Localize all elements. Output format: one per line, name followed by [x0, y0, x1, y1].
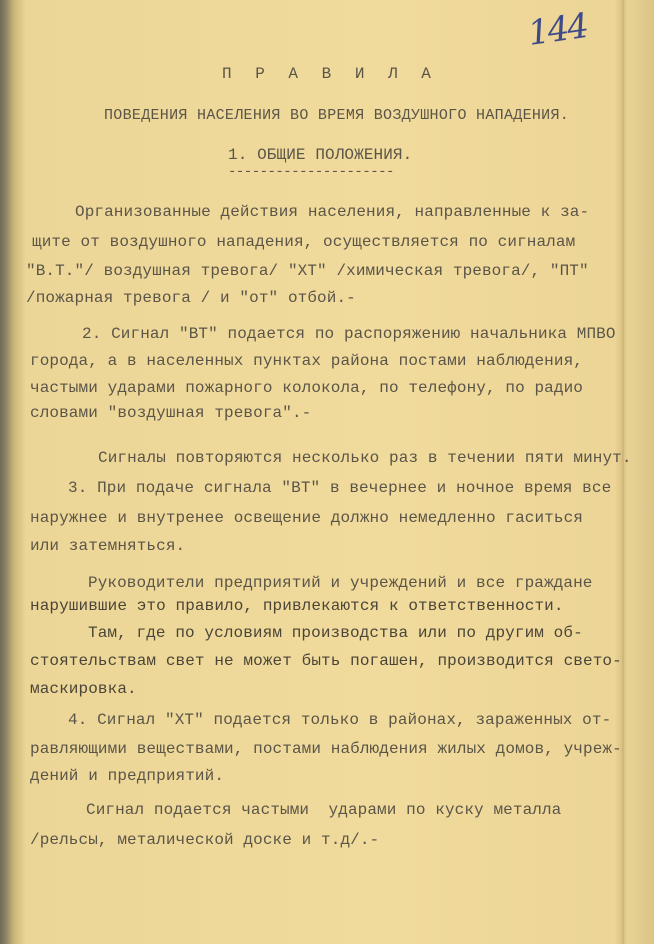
text-line: словами "воздушная тревога".-: [30, 404, 312, 422]
text-line: Сигналы повторяются несколько раз в течении пяти минут.: [98, 449, 632, 467]
text-line: 4. Сигнал "ХТ" подается только в районах, зараженных от-: [68, 711, 612, 729]
text-line: города, а в населенных пунктах района постами наблюдения,: [30, 352, 583, 370]
text-line: щите от воздушного нападения, осуществляется по сигналам: [32, 233, 576, 251]
text-line: 3. При подаче сигнала "ВТ" в вечернее и ночное время все: [68, 479, 612, 497]
text-line: равляющими веществами, постами наблюдения жилых домов, учреж-: [30, 740, 622, 758]
text-line: частыми ударами пожарного колокола, по телефону, по радио: [30, 379, 583, 397]
text-line: Сигнал подается частыми ударами по куску металла: [86, 801, 562, 819]
page-edge: [622, 0, 624, 944]
document-title: П Р А В И Л А: [222, 65, 438, 83]
text-line: дений и предприятий.: [30, 767, 225, 785]
text-line: /рельсы, металической доске и т.д/.-: [30, 831, 380, 849]
text-line: стоятельствам свет не может быть погашен, производится свето-: [30, 652, 622, 670]
text-line: или затемняться.: [30, 537, 186, 555]
document-subtitle: ПОВЕДЕНИЯ НАСЕЛЕНИЯ ВО ВРЕМЯ ВОЗДУШНОГО НАПАДЕНИЯ.: [104, 107, 570, 124]
handwritten-page-number: 144: [525, 6, 590, 54]
text-line: /пожарная тревога / и "от" отбой.-: [26, 289, 356, 307]
text-line: "В.Т."/ воздушная тревога/ "ХТ" /химическая тревога/, "ПТ": [26, 262, 589, 280]
text-line: маскировка.: [30, 680, 137, 698]
text-line: Руководители предприятий и учреждений и все граждане: [88, 574, 593, 592]
text-line: нарушившие это правило, привлекаются к ответственности.: [30, 597, 564, 615]
text-line: 2. Сигнал "ВТ" подается по распоряжению начальника МПВО: [82, 325, 616, 343]
section-underline: ---------------------: [228, 164, 394, 180]
text-line: наружнее и внутренее освещение должно немедленно гаситься: [30, 509, 583, 527]
text-line: Организованные действия населения, направленные к за-: [75, 203, 590, 221]
text-line: Там, где по условиям производства или по другим об-: [88, 624, 583, 642]
section-heading: 1. ОБЩИЕ ПОЛОЖЕНИЯ.: [228, 146, 413, 164]
